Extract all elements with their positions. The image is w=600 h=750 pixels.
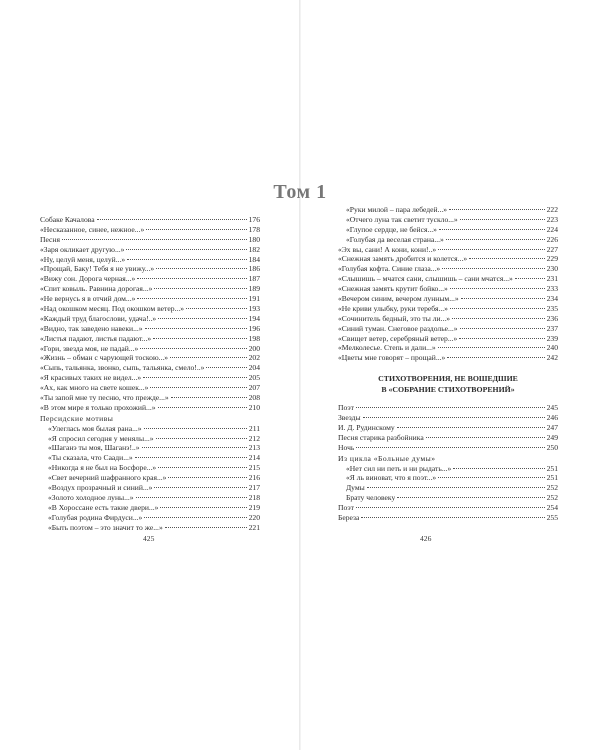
toc-entry-title: «Голубая кофта. Синие глаза...» (338, 264, 441, 274)
toc-entry (40, 264, 260, 274)
toc-entry-title: Звезды (338, 413, 361, 423)
toc-entry-title: «Голубая да веселая страна...» (346, 234, 444, 244)
toc-entry-title: «Шаганэ ты моя, Шаганэ!..» (48, 443, 140, 453)
toc-entry-title: «Снежная замять дробится и колется...» (338, 254, 468, 264)
dot-leader (126, 249, 246, 250)
dot-leader (146, 229, 246, 230)
toc-entry-page: 207 (248, 383, 260, 393)
toc-entry-page: 240 (546, 343, 558, 353)
toc-entry (40, 383, 260, 393)
dot-leader (361, 517, 544, 518)
toc-entry-page: 178 (248, 224, 260, 234)
dot-leader (452, 318, 545, 319)
toc-entry (40, 235, 260, 245)
dot-leader (438, 347, 545, 348)
toc-entry-title: «Вижу сон. Дорога черная...» (40, 274, 136, 284)
dot-leader (186, 308, 247, 309)
toc-entry-title: «Видно, так заведено навеки...» (40, 323, 143, 333)
toc-entry-title: «Я спросил сегодня у менялы...» (48, 433, 154, 443)
toc-entry-title: «Над окошком месяц. Под окошком ветер...» (40, 304, 185, 314)
volume-title: Том 1 (273, 181, 327, 203)
toc-entry-page: 204 (248, 363, 260, 373)
toc-entry-title: Из цикла «Больные думы» (338, 453, 436, 463)
toc-entry-page: 217 (248, 483, 260, 493)
toc-entry-title: «Быть поэтом – это значит то же...» (48, 522, 163, 532)
toc-entry (338, 284, 558, 294)
toc-entry-page: 212 (248, 433, 260, 443)
toc-entry (40, 344, 260, 354)
dot-leader (450, 308, 545, 309)
toc-entry-page: 251 (546, 473, 558, 483)
dot-leader (363, 417, 545, 418)
toc-entry-page: 210 (248, 402, 260, 412)
dot-leader (158, 318, 246, 319)
dot-leader (447, 357, 544, 358)
dot-leader (356, 507, 545, 508)
toc-entry (338, 423, 558, 433)
toc-entry-title: «Гори, звезда моя, не падай...» (40, 343, 139, 353)
section-heading (338, 374, 558, 395)
dot-leader (469, 258, 544, 259)
dot-leader (137, 298, 246, 299)
toc-entry (40, 215, 260, 225)
toc-entry-title: «Ты сказала, что Саади...» (48, 453, 133, 463)
toc-entry-title: «Жизнь – обман с чарующей тоскою...» (40, 353, 169, 363)
toc-entry-page: 202 (248, 353, 260, 363)
toc-entry-title: «Прощай, Баку! Тебя я не увижу...» (40, 264, 155, 274)
toc-entry (338, 294, 558, 304)
toc-entry-page: 191 (248, 294, 260, 304)
toc-entry (40, 245, 260, 255)
toc-entry-title: «Сыпь, тальянка, звонко, сыпь, тальянка, смело!..» (40, 363, 205, 373)
toc-entry (40, 255, 260, 265)
dot-leader (97, 219, 247, 220)
toc-entry-page: 235 (546, 303, 558, 313)
dot-leader (171, 397, 247, 398)
toc-entry-page: 193 (248, 304, 260, 314)
toc-entry-page: 255 (546, 513, 558, 523)
toc-entry-page: 215 (248, 463, 260, 473)
toc-entry-page: 211 (248, 423, 260, 433)
dot-leader (135, 457, 247, 458)
toc-entry (338, 324, 558, 334)
toc-entry (338, 334, 558, 344)
toc-entry-page: 219 (248, 502, 260, 512)
dot-leader (137, 278, 246, 279)
toc-entry-title: «Ты запой мне ту песню, что прежде...» (40, 393, 169, 403)
toc-entry-title: Береза (338, 513, 360, 523)
toc-entry (40, 363, 260, 373)
dot-leader (154, 288, 246, 289)
toc-entry-page: 247 (546, 423, 558, 433)
book-gutter (299, 0, 301, 750)
toc-entry (40, 403, 260, 413)
toc-entry-title: «Не криви улыбку, руки теребя...» (338, 303, 448, 313)
toc-entry-page: 216 (248, 473, 260, 483)
toc-entry-title: Песня (40, 234, 60, 244)
toc-entry-title: «Сочинитель бедный, это ты ли...» (338, 313, 451, 323)
toc-entry-page: 231 (546, 274, 558, 284)
toc-entry-title: «Эх вы, сани! А кони, кони!..» (338, 244, 437, 254)
toc-entry (338, 443, 558, 453)
toc-entry (40, 473, 260, 483)
toc-entry (40, 453, 260, 463)
toc-entry-title: Собаке Качалова (40, 215, 95, 224)
toc-entry-title: «Заря окликает другую...» (40, 244, 125, 254)
toc-entry (40, 493, 260, 503)
toc-entry (40, 314, 260, 324)
toc-entry-page: 218 (248, 492, 260, 502)
dot-leader (168, 477, 246, 478)
toc-entry-page: 196 (248, 323, 260, 333)
toc-entry (40, 513, 260, 523)
toc-entry-title: «Улеглась моя былая рана...» (48, 423, 142, 433)
toc-entry-title: «Цветы мне говорят – прощай...» (338, 353, 446, 363)
toc-entry-page: 246 (546, 413, 558, 423)
toc-entry-page: 227 (546, 244, 558, 254)
toc-entry (338, 433, 558, 443)
toc-entry-title: «Мелколесье. Степь и дали...» (338, 343, 436, 353)
toc-entry-title: Поэт (338, 403, 354, 413)
toc-entry-page: 221 (248, 522, 260, 532)
toc-entry (40, 304, 260, 314)
toc-entry (338, 205, 558, 215)
toc-entry-page: 249 (546, 432, 558, 442)
toc-entry-page: 252 (546, 483, 558, 493)
dot-leader (438, 477, 544, 478)
toc-entry-title: Брату человеку (346, 493, 396, 503)
dot-leader (446, 239, 545, 240)
toc-entry-title: Песня старика разбойника (338, 432, 424, 442)
toc-entry-title: «Золото холодное луны...» (48, 492, 134, 502)
toc-entry-page: 233 (546, 284, 558, 294)
dot-leader (450, 288, 545, 289)
toc-entry-title: «Листья падают, листья падают...» (40, 333, 152, 343)
dot-leader (460, 328, 545, 329)
toc-entry-page: 242 (546, 353, 558, 363)
toc-entry-page: 208 (248, 393, 260, 403)
toc-entry-title: Ночь (338, 442, 355, 452)
toc-entry (40, 503, 260, 513)
toc-entry (40, 274, 260, 284)
toc-entry (40, 284, 260, 294)
dot-leader (142, 447, 247, 448)
toc-entry (40, 523, 260, 533)
toc-entry-page: 187 (248, 274, 260, 284)
toc-entry (40, 324, 260, 334)
dot-leader (144, 428, 247, 429)
dot-leader (356, 407, 545, 408)
toc-entry-page: 252 (546, 493, 558, 503)
right-page-contents (338, 205, 558, 523)
toc-entry-title: «В этом мире я только прохожий...» (40, 402, 156, 412)
dot-leader (426, 437, 545, 438)
toc-entry (40, 225, 260, 235)
dot-leader (438, 249, 544, 250)
toc-entry-page: 198 (248, 333, 260, 343)
dot-leader (156, 268, 246, 269)
toc-entry-title: И. Д. Рудинскому (338, 423, 395, 433)
toc-entry-title: «Каждый труд благослови, удача!..» (40, 313, 157, 323)
toc-entry-page: 200 (248, 343, 260, 353)
toc-entry (338, 245, 558, 255)
toc-entry (338, 274, 558, 284)
toc-entry (338, 254, 558, 264)
dot-leader (140, 348, 246, 349)
dot-leader (144, 517, 246, 518)
toc-entry-title: «Руки милой – пара лебедей...» (346, 205, 448, 214)
dot-leader (460, 219, 545, 220)
dot-leader (62, 239, 247, 240)
toc-entry-title: «Воздух прозрачный и синий...» (48, 483, 153, 493)
dot-leader (160, 507, 246, 508)
dot-leader (459, 338, 544, 339)
toc-entry-title: «Ну, целуй меня, целуй...» (40, 254, 126, 264)
toc-entry (40, 483, 260, 493)
toc-entry-page: 230 (546, 264, 558, 274)
toc-entry (40, 443, 260, 453)
toc-entry-page: 239 (546, 333, 558, 343)
toc-entry-title: «Ах, как много на свете кошек...» (40, 383, 149, 393)
toc-entry (40, 393, 260, 403)
dot-leader (206, 367, 246, 368)
toc-entry-page: 186 (248, 264, 260, 274)
section-heading-line2: В «СОБРАНИЕ СТИХОТВОРЕНИЙ» (381, 384, 515, 394)
toc-entry (338, 483, 558, 493)
right-page-entries-top (338, 205, 558, 363)
toc-entry-title: «Глупое сердце, не бейся...» (346, 224, 437, 234)
toc-entry-title: «Свет вечерний шафранного края...» (48, 473, 167, 483)
toc-entry-page: 222 (546, 205, 558, 214)
toc-entry-page: 213 (248, 443, 260, 453)
toc-entry-title: «Несказанное, синее, нежное...» (40, 224, 145, 234)
toc-entry (40, 463, 260, 473)
toc-entry (338, 304, 558, 314)
toc-entry (338, 314, 558, 324)
dot-leader (461, 298, 545, 299)
page-number-right: 426 (420, 534, 432, 543)
toc-entry-title: Поэт (338, 503, 354, 513)
toc-entry-page: 223 (546, 214, 558, 224)
toc-entry-page: 226 (546, 234, 558, 244)
dot-leader (156, 438, 247, 439)
toc-entry-page: 220 (248, 512, 260, 522)
toc-group-heading (40, 414, 260, 424)
toc-entry (338, 343, 558, 353)
toc-entry-page: 176 (248, 215, 260, 224)
dot-leader (453, 468, 544, 469)
toc-entry-title: «Нет сил ни петь и ни рыдать...» (346, 463, 452, 473)
toc-entry-page: 234 (546, 294, 558, 304)
toc-entry-page: 250 (546, 442, 558, 452)
toc-entry-page: 254 (546, 503, 558, 513)
toc-entry (338, 235, 558, 245)
dot-leader (127, 259, 246, 260)
dot-leader (397, 497, 544, 498)
toc-entry-page: 245 (546, 403, 558, 413)
toc-entry-page: 180 (248, 234, 260, 244)
toc-entry (338, 264, 558, 274)
toc-entry (40, 334, 260, 344)
dot-leader (154, 487, 246, 488)
dot-leader (449, 209, 545, 210)
toc-entry (40, 424, 260, 434)
toc-entry-page: 194 (248, 313, 260, 323)
toc-entry-title: «Спит ковыль. Равнина дорогая...» (40, 284, 153, 294)
toc-entry (40, 294, 260, 304)
dot-leader (136, 497, 247, 498)
toc-entry-page: 182 (248, 244, 260, 254)
toc-entry-title: «Никогда я не был на Босфоре...» (48, 463, 157, 473)
toc-entry (338, 513, 558, 523)
toc-entry-page: 205 (248, 373, 260, 383)
toc-entry-title: «Синий туман. Снеговое раздолье...» (338, 323, 458, 333)
dot-leader (397, 427, 545, 428)
dot-leader (150, 387, 246, 388)
toc-entry-title: Персидские мотивы (40, 413, 114, 423)
toc-entry-title: «Снежная замять крутит бойко...» (338, 284, 448, 294)
left-page-contents (40, 215, 260, 533)
dot-leader (158, 467, 246, 468)
toc-entry (40, 373, 260, 383)
toc-entry-title: «Свищет ветер, серебряный ветер...» (338, 333, 458, 343)
toc-entry (338, 353, 558, 363)
toc-entry (338, 464, 558, 474)
dot-leader (165, 527, 247, 528)
toc-entry-page: 189 (248, 284, 260, 294)
dot-leader (515, 278, 545, 279)
toc-entry (338, 403, 558, 413)
toc-entry-title: «Не вернусь я в отчий дом...» (40, 294, 136, 304)
dot-leader (143, 377, 246, 378)
toc-group-heading (338, 454, 558, 464)
dot-leader (153, 338, 246, 339)
right-page-entries-bottom (338, 403, 558, 523)
dot-leader (145, 328, 247, 329)
toc-entry (40, 434, 260, 444)
dot-leader (158, 407, 247, 408)
toc-entry-page: 229 (546, 254, 558, 264)
dot-leader (439, 229, 545, 230)
toc-entry-page: 236 (546, 313, 558, 323)
toc-entry-title: «Вечером синим, вечером лунным...» (338, 294, 459, 304)
toc-entry-page: 184 (248, 254, 260, 264)
dot-leader (170, 357, 247, 358)
dot-leader (442, 268, 544, 269)
toc-entry (338, 215, 558, 225)
toc-entry (338, 503, 558, 513)
toc-entry-page: 214 (248, 453, 260, 463)
toc-entry (338, 413, 558, 423)
toc-entry-title: «Я красивых таких не видел...» (40, 373, 142, 383)
page-number-left: 425 (143, 534, 155, 543)
dot-leader (356, 447, 544, 448)
toc-entry (338, 473, 558, 483)
dot-leader (367, 487, 545, 488)
toc-entry (40, 353, 260, 363)
toc-entry-title: «Голубая родина Фирдуси...» (48, 512, 143, 522)
toc-entry-page: 237 (546, 323, 558, 333)
toc-entry-title: «Я ль виноват, что я поэт...» (346, 473, 437, 483)
toc-entry-title: «В Хороссане есть такие двери...» (48, 502, 159, 512)
toc-entry (338, 493, 558, 503)
toc-entry (338, 225, 558, 235)
section-heading-line1: СТИХОТВОРЕНИЯ, НЕ ВОШЕДШИЕ (378, 374, 518, 384)
toc-entry-page: 251 (546, 463, 558, 473)
toc-entry-title: Думы (346, 483, 365, 493)
toc-entry-title: «Слышишь – мчатся сани, слышишь – сани мчатся...» (338, 274, 513, 284)
toc-entry-title: «Отчего луна так светит тускло...» (346, 214, 458, 224)
toc-entry-page: 224 (546, 224, 558, 234)
